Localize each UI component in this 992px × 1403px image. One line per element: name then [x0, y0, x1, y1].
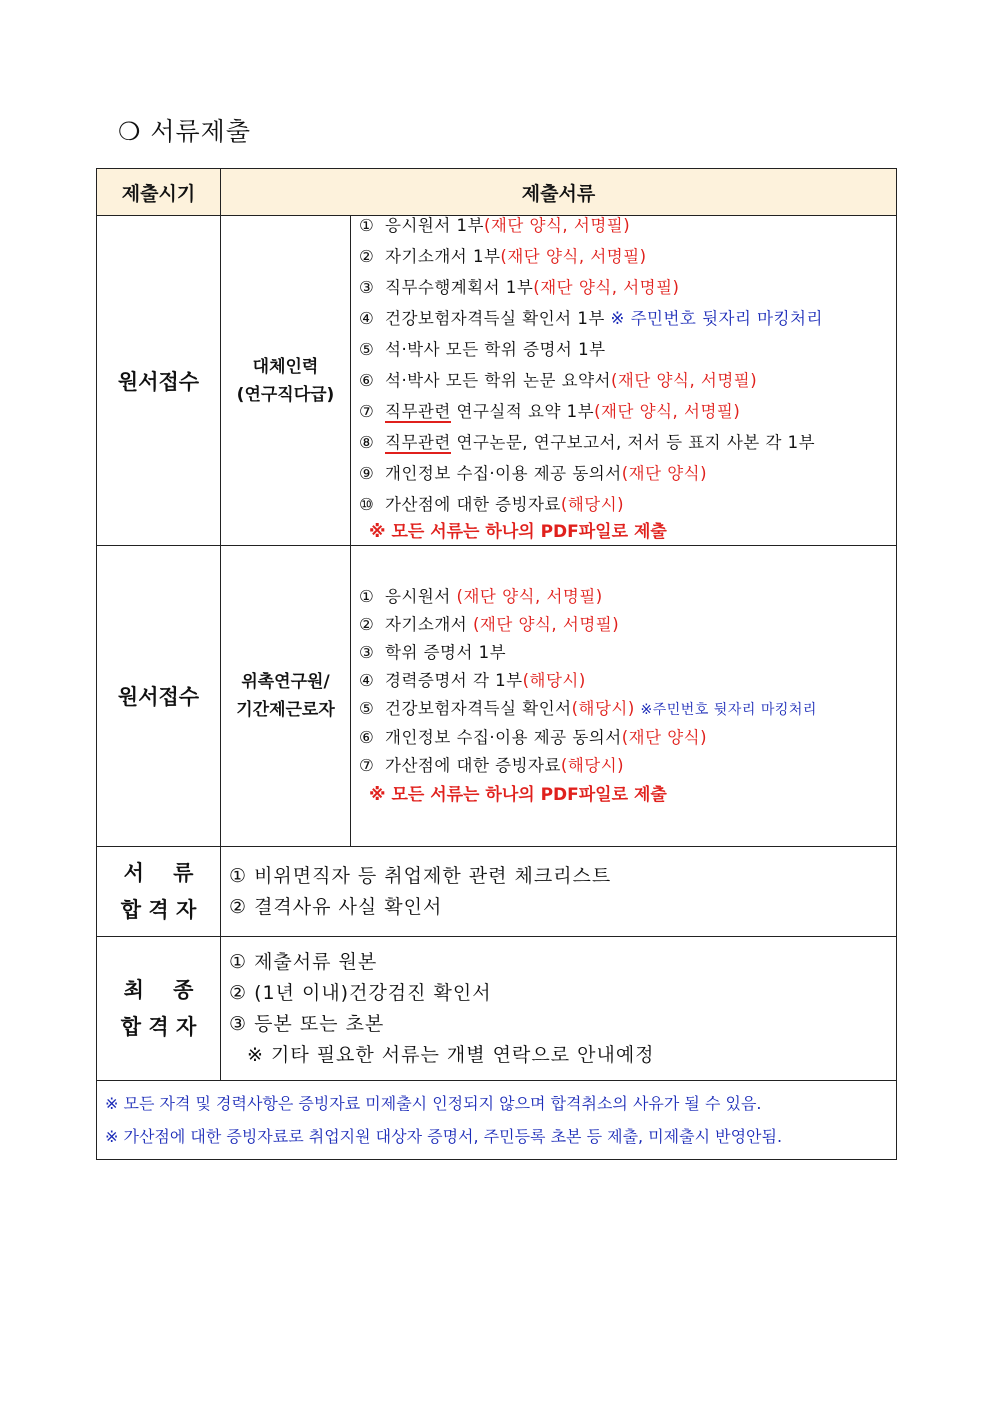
item-number: ① [359, 216, 375, 235]
list-item [359, 210, 888, 241]
item-red-note: (해당시) [522, 670, 586, 690]
item-number: ⑦ [359, 755, 375, 775]
item-text: 자기소개서 [385, 614, 473, 634]
item-red-note: (재단 양식, 서명필) [483, 216, 631, 235]
item-red-note: (재단 양식, 서명필) [594, 402, 741, 421]
row3-item: ② 결격사유 사실 확인서 [229, 895, 443, 918]
list-item [359, 611, 888, 639]
item-text: 개인정보 수집·이용 제공 동의서 [385, 727, 622, 747]
row1-category [221, 216, 351, 546]
item-text: 연구논문, 연구보고서, 저서 등 표지 사본 각 1부 [450, 433, 816, 452]
item-red-note: (재단 양식, 서명필) [611, 371, 758, 390]
section-title [118, 112, 251, 148]
item-text: 연구실적 요약 1부 [450, 402, 595, 421]
row4-doc-list [221, 937, 897, 1081]
row2-category-line2: 기간제근로자 [236, 700, 335, 720]
row1-pdf-note: ※ 모든 서류는 하나의 PDF파일로 제출 [369, 522, 667, 542]
item-text: 가산점에 대한 증빙자료 [385, 755, 561, 775]
item-number: ⑤ [359, 340, 375, 359]
item-number: ③ [359, 642, 375, 662]
item-red-note: (해당시) [560, 755, 625, 775]
item-blue-note: ※주민번호 뒷자리 마킹처리 [640, 701, 817, 718]
item-number: ④ [359, 670, 375, 690]
footer-notes [97, 1081, 897, 1160]
item-number: ⑥ [359, 727, 375, 747]
item-text: 자기소개서 1부 [385, 247, 501, 266]
item-number: ⑤ [359, 698, 375, 718]
item-blue-note: ※ 주민번호 뒷자리 마킹처리 [610, 309, 823, 328]
item-text: 응시원서 1부 [385, 216, 484, 235]
header-submission-time: 제출시기 [97, 169, 221, 216]
row4-when-line1: 최 종 [123, 977, 194, 1002]
table-header-row [97, 169, 897, 216]
item-text: 개인정보 수집·이용 제공 동의서 [385, 464, 622, 483]
documents-table [96, 168, 897, 1160]
list-item [359, 241, 888, 272]
item-red-note: (재단 양식) [621, 464, 708, 483]
item-red-note: (재단 양식, 서명필) [472, 614, 620, 634]
row3-doc-list [221, 847, 897, 937]
item-text: 건강보험자격득실 확인서 [385, 698, 572, 718]
item-text: 석·박사 모든 학위 증명서 1부 [385, 340, 606, 359]
list-item [359, 695, 888, 724]
item-text: 응시원서 [385, 586, 457, 606]
list-item [359, 489, 888, 520]
list-item [359, 396, 888, 427]
item-number: ③ [359, 278, 375, 297]
row3-item: ① 비위면직자 등 취업제한 관련 체크리스트 [229, 864, 612, 887]
row3-when-line1: 서 류 [123, 860, 194, 885]
item-text: 가산점에 대한 증빙자료 [385, 495, 561, 514]
item-text: 경력증명서 각 1부 [385, 670, 523, 690]
row1-category-line1: 대체인력 [252, 356, 319, 377]
item-number: ⑥ [359, 371, 375, 390]
row4-note: ※ 기타 필요한 서류는 개별 연락으로 안내예정 [247, 1043, 655, 1066]
row2-pdf-note: ※ 모든 서류는 하나의 PDF파일로 제출 [369, 784, 667, 805]
item-red-note: (재단 양식) [621, 727, 708, 747]
item-number: ④ [359, 309, 375, 328]
section-title-text: 서류제출 [150, 117, 251, 146]
item-number: ② [359, 614, 375, 634]
circle-bullet-icon: ❍ [118, 117, 142, 146]
list-item [359, 272, 888, 303]
item-number: ⑦ [359, 402, 375, 421]
item-number: ② [359, 247, 375, 266]
item-red-note: (재단 양식, 서명필) [533, 278, 680, 297]
list-item [359, 365, 888, 396]
item-text: 직무수행계획서 1부 [385, 278, 534, 297]
item-red-note: (재단 양식, 서명필) [456, 586, 603, 606]
row4-item: ② (1년 이내)건강검진 확인서 [229, 981, 492, 1004]
row2-when: 원서접수 [97, 546, 221, 847]
table-row-application-researcher [97, 546, 897, 847]
list-item [359, 724, 888, 752]
table-footer-row [97, 1081, 897, 1160]
row4-when [97, 937, 221, 1081]
row4-when-line2: 합 격 자 [120, 1014, 197, 1039]
header-submission-docs: 제출서류 [221, 169, 897, 216]
list-item [359, 583, 888, 611]
item-number: ⑩ [359, 495, 375, 514]
table-row-final-pass [97, 937, 897, 1081]
item-underlined-text: 직무관련 [385, 402, 451, 421]
item-red-note: (재단 양식, 서명필) [500, 247, 647, 266]
row4-item: ③ 등본 또는 초본 [229, 1012, 385, 1035]
table-row-application-substitute [97, 216, 897, 546]
row3-when [97, 847, 221, 937]
list-item [359, 303, 888, 334]
item-number: ① [359, 586, 375, 606]
table-row-document-pass [97, 847, 897, 937]
row3-when-line2: 합 격 자 [120, 897, 197, 922]
item-number: ⑨ [359, 464, 375, 483]
row1-category-line2: (연구직다급) [236, 384, 335, 405]
footer-note: ※ 모든 자격 및 경력사항은 증빙자료 미제출시 인정되지 않으며 합격취소의 사유가 될 수 있음. [105, 1094, 762, 1113]
row1-doc-list [351, 216, 897, 546]
item-text: 석·박사 모든 학위 논문 요약서 [385, 371, 611, 390]
item-red-note: (해당시) [571, 698, 641, 718]
item-text: 학위 증명서 1부 [385, 642, 507, 662]
item-underlined-text: 직무관련 [385, 433, 451, 452]
item-text: 건강보험자격득실 확인서 1부 [385, 309, 611, 328]
row4-item: ① 제출서류 원본 [229, 950, 378, 973]
list-item [359, 752, 888, 780]
item-number: ⑧ [359, 433, 375, 452]
row2-items [359, 583, 888, 780]
row2-category-line1: 위촉연구원/ [241, 672, 330, 692]
row2-category [221, 546, 351, 847]
list-item [359, 639, 888, 667]
row1-items [359, 210, 888, 520]
list-item [359, 427, 888, 458]
row1-when: 원서접수 [97, 216, 221, 546]
list-item [359, 458, 888, 489]
row2-doc-list [351, 546, 897, 847]
item-red-note: (해당시) [560, 495, 625, 514]
list-item [359, 334, 888, 365]
list-item [359, 667, 888, 695]
footer-note: ※ 가산점에 대한 증빙자료로 취업지원 대상자 증명서, 주민등록 초본 등 제출, 미제출시 반영안됨. [105, 1127, 783, 1146]
